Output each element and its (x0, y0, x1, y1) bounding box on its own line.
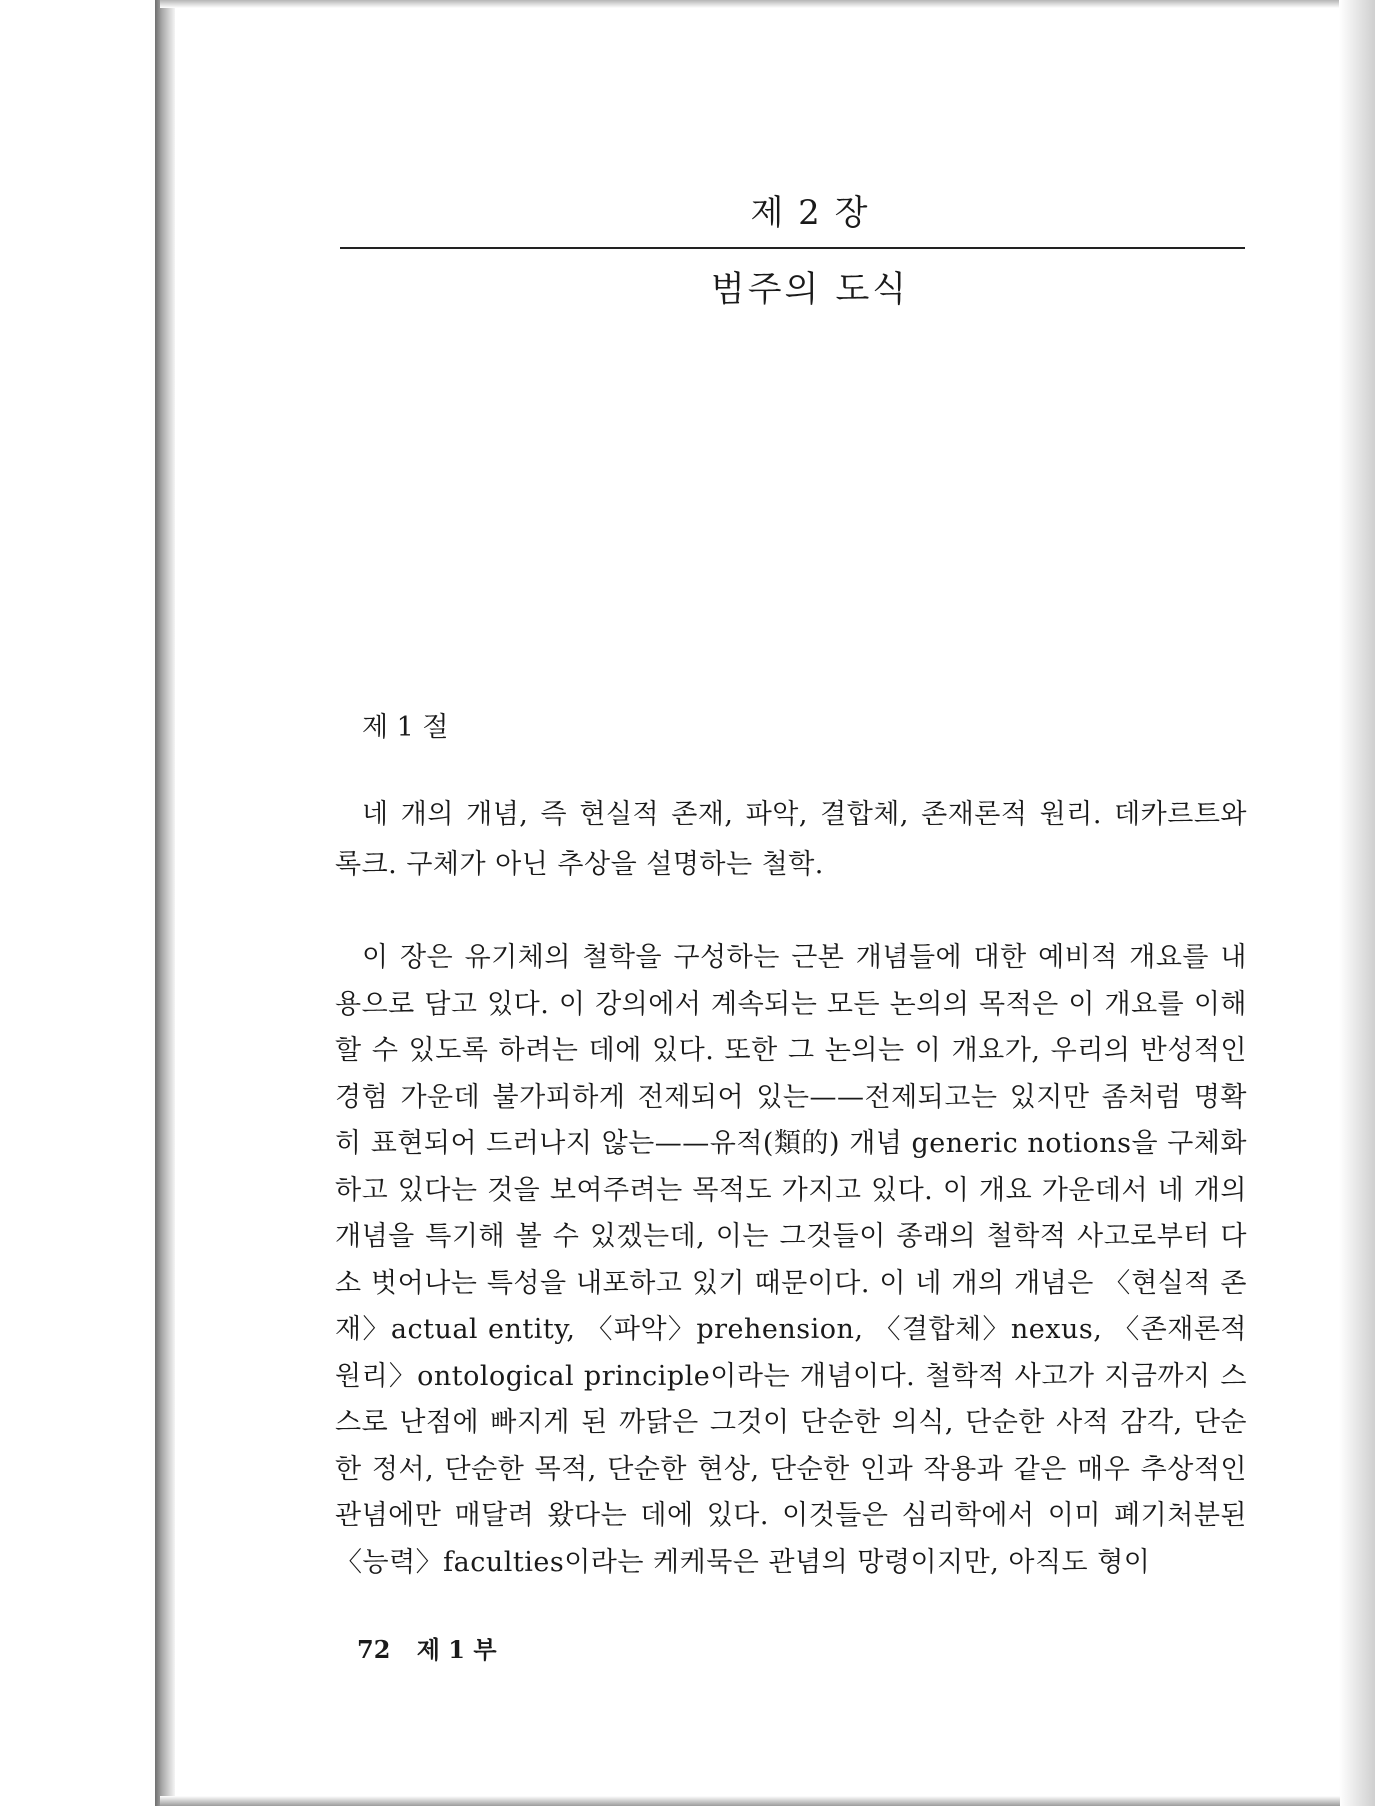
chapter-label: 제 2 장 (750, 193, 870, 233)
page-number: 72 (357, 1635, 391, 1664)
page-binding-shadow (155, 0, 175, 1806)
section-label: 제 1 절 (362, 712, 449, 743)
page-bottom-edge (160, 1796, 1340, 1806)
chapter-divider (340, 247, 1245, 249)
page-right-edge (1339, 0, 1375, 1806)
page-footer (357, 1630, 497, 1665)
page-top-edge (160, 0, 1360, 8)
body-paragraph: 이 장은 유기체의 철학을 구성하는 근본 개념들에 대한 예비적 개요를 내용으로 담고 있다. 이 강의에서 계속되는 모든 논의의 목적은 이 개요를 이해할 수 있도록 하려는 데에 있다. 또한 그 논의는 이 개요가, 우리의 반성적인 경험 가운데 불가피하게 전제되어 있는——전제되고는 있지만 좀처럼 명확히 표현되어 드러나지 않는——유적(類的) 개념 generic notions을 구체화하고 있다는 것을 보여주려는 목적도 가지고 있다. 이 개요 가운데서 네 개의 개념을 특기해 볼 수 있겠는데, 이는 그것들이 종래의 철학적 사고로부터 다소 벗어나는 특성을 내포하고 있기 때문이다. 이 네 개의 개념은 〈현실적 존재〉actual entity, 〈파악〉prehension, 〈결합체〉nexus, 〈존재론적 원리〉ontological principle이라는 개념이다. 철학적 사고가 지금까지 스스로 난점에 빠지게 된 까닭은 그것이 단순한 의식, 단순한 사적 감각, 단순한 정서, 단순한 목적, 단순한 현상, 단순한 인과 작용과 같은 매우 추상적인 관념에만 매달려 왔다는 데에 있다. 이것들은 심리학에서 이미 폐기처분된 〈능력〉faculties이라는 케케묵은 관념의 망령이지만, 아직도 형이 (335, 942, 1247, 1578)
part-label: 제 1 부 (416, 1635, 497, 1664)
section-summary: 네 개의 개념, 즉 현실적 존재, 파악, 결합체, 존재론적 원리. 데카르트와 록크. 구체가 아닌 추상을 설명하는 철학. (335, 799, 1247, 880)
chapter-title: 범주의 도식 (710, 270, 910, 310)
